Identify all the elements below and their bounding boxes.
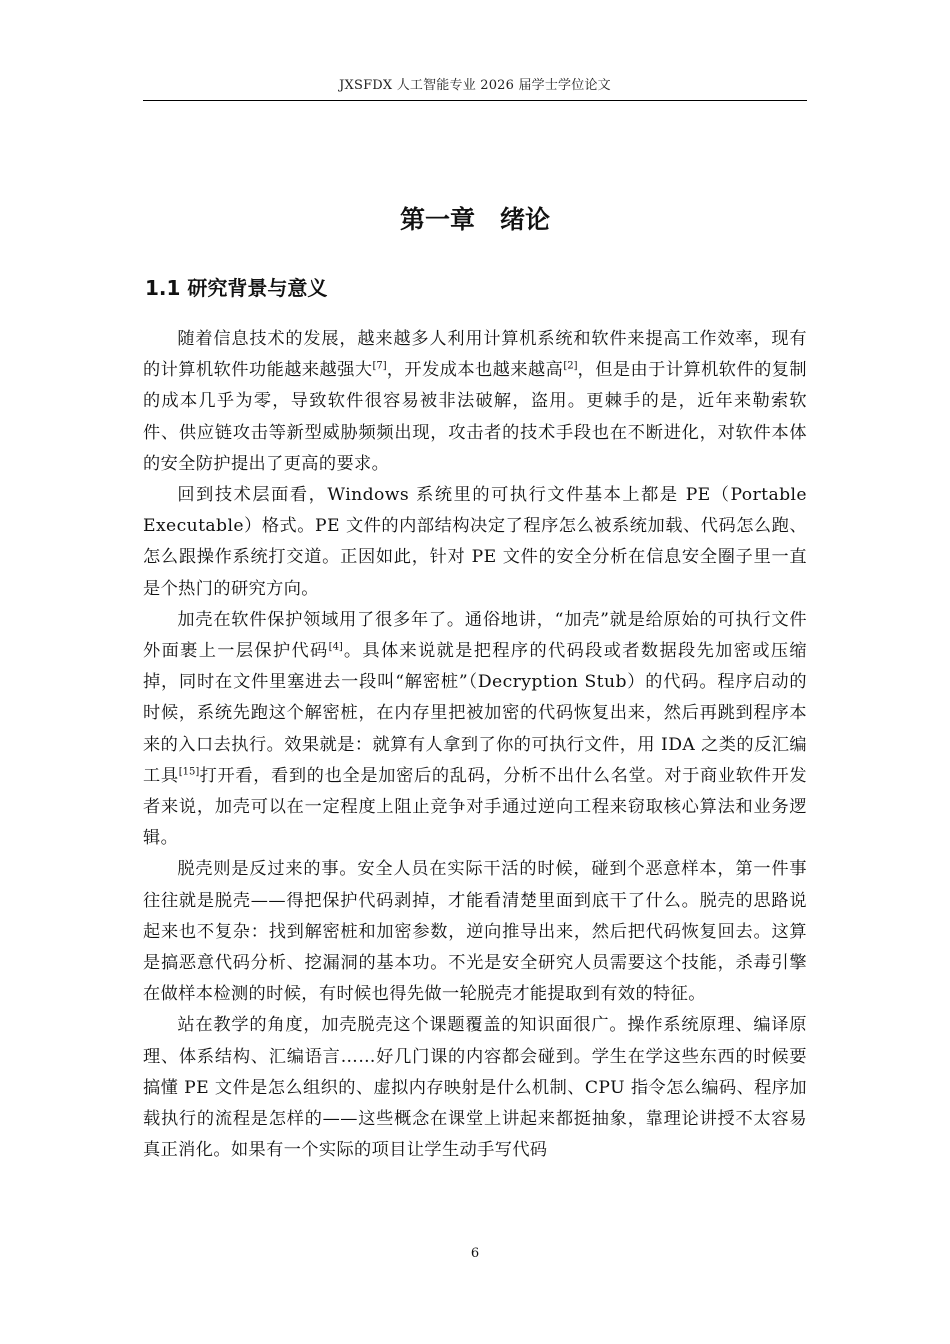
page-number: 6 (470, 1246, 480, 1261)
citation-marker: [7] (372, 360, 387, 372)
body-paragraph (143, 480, 807, 605)
body-paragraph (143, 854, 807, 1010)
chapter-title: 第一章 绪论 (399, 205, 550, 234)
paragraph-text: 打开看，看到的也全是加密后的乱码，分析不出什么名堂。对于商业软件开发者来说，加壳可以在一定程度上阻止竞争对手通过逆向工程来窃取核心算法和业务逻辑。 (143, 765, 807, 849)
body-paragraph (143, 324, 807, 480)
body-paragraph (143, 1010, 807, 1166)
running-header: JXSFDX 人工智能专业 2026 届学士学位论文 (339, 78, 611, 93)
body-paragraph (143, 605, 807, 855)
paragraph-text: 。具体来说就是把程序的代码段或者数据段先加密或压缩掉，同时在文件里塞进去一段叫“解密桩”（Decryption Stub）的代码。程序启动的时候，系统先跑这个解密桩，在内存里把被加密的代码恢复出来，然后再跳到程序本来的入口去执行。效果就是：就算有人拿到了你的可执行文件，用 IDA 之类的反汇编工具 (143, 641, 807, 786)
citation-marker: [2] (563, 360, 578, 372)
paragraph-text: 回到技术层面看，Windows 系统里的可执行文件基本上都是 PE（Portable Executable）格式。PE 文件的内部结构决定了程序怎么被系统加载、代码怎么跑、怎么跟操作系统打交道。正因如此，针对 PE 文件的安全分析在信息安全圈子里一直是个热门的研究方向。 (143, 485, 807, 599)
section-heading: 1.1 研究背景与意义 (145, 276, 328, 300)
paragraph-text: 加壳在软件保护领域用了很多年了。通俗地讲，“加壳”就是给原始的可执行文件外面裹上一层保护代码 (143, 609, 807, 662)
body-text (143, 324, 807, 1166)
paragraph-text: ，但是由于计算机软件的复制的成本几乎为零，导致软件很容易被非法破解，盗用。更棘手的是，近年来勒索软件、供应链攻击等新型威胁频频出现，攻击者的技术手段也在不断进化，对软件本体的安全防护提出了更高的要求。 (143, 360, 807, 474)
paragraph-text: ，开发成本也越来越高 (386, 360, 564, 381)
paragraph-text: 随着信息技术的发展，越来越多人利用计算机系统和软件来提高工作效率，现有的计算机软件功能越来越强大 (143, 329, 807, 381)
paragraph-text: 站在教学的角度，加壳脱壳这个课题覆盖的知识面很广。操作系统原理、编译原理、体系结构、汇编语言……好几门课的内容都会碰到。学生在学这些东西的时候要搞懂 PE 文件是怎么组织的、虚拟内存映射是什么机制、CPU 指令怎么编码、程序加载执行的流程是怎样的——这些概念在课堂上讲起来都挺抽象，靠理论讲授不太容易真正消化。如果有一个实际的项目让学生动手写代码 (143, 1015, 807, 1161)
header-divider (143, 100, 807, 101)
paragraph-text: 脱壳则是反过来的事。安全人员在实际干活的时候，碰到个恶意样本，第一件事往往就是脱壳——得把保护代码剥掉，才能看清楚里面到底干了什么。脱壳的思路说起来也不复杂：找到解密桩和加密参数，逆向推导出来，然后把代码恢复回去。这算是搞恶意代码分析、挖漏洞的基本功。不光是安全研究人员需要这个技能，杀毒引擎在做样本检测的时候，有时候也得先做一轮脱壳才能提取到有效的特征。 (143, 859, 807, 1005)
citation-marker: [15] (178, 766, 200, 778)
citation-marker: [4] (328, 641, 343, 653)
